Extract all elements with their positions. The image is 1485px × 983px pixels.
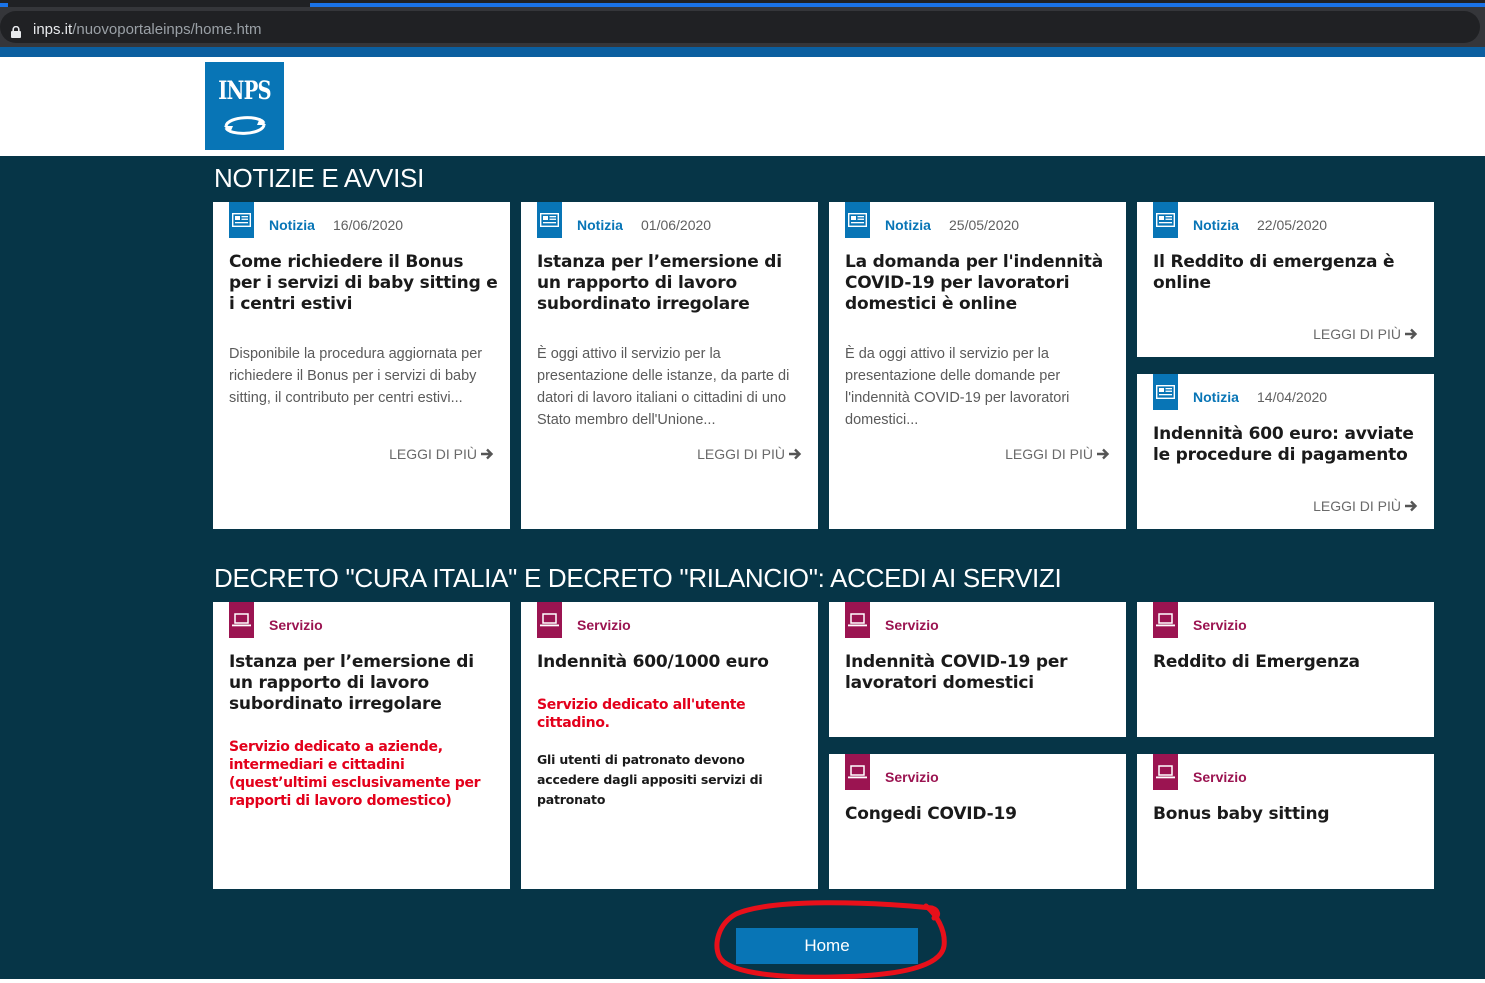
news-icon xyxy=(1153,202,1178,238)
home-button[interactable]: Home xyxy=(736,928,918,964)
service-alert-note: Servizio dedicato a aziende, intermediari e cittadini (quest’ultimi esclusivamente per rapporti di lavoro domestico) xyxy=(229,739,481,809)
news-title[interactable]: Come richiedere il Bonus per i servizi di baby sitting e i centri estivi xyxy=(229,252,498,314)
read-more-link[interactable] xyxy=(389,446,494,462)
news-title[interactable]: La domanda per l'indennità COVID-19 per lavoratori domestici è online xyxy=(845,252,1104,314)
service-card[interactable] xyxy=(1137,602,1434,737)
news-icon xyxy=(229,202,254,238)
news-card[interactable] xyxy=(829,202,1126,529)
news-card[interactable] xyxy=(521,202,818,529)
site-top-stripe xyxy=(0,47,1485,57)
news-tag: Notizia xyxy=(1193,389,1239,405)
news-icon xyxy=(537,202,562,238)
service-title[interactable]: Indennità 600/1000 euro xyxy=(537,652,769,672)
read-more-link[interactable] xyxy=(1313,498,1418,514)
news-tag: Notizia xyxy=(269,217,315,233)
news-date: 14/04/2020 xyxy=(1257,389,1328,405)
laptop-icon xyxy=(1153,754,1178,790)
read-more-label: LEGGI DI PIÙ xyxy=(389,446,477,462)
arrow-right-icon xyxy=(481,448,494,460)
page-bottom-edge xyxy=(0,979,1485,983)
laptop-icon xyxy=(845,754,870,790)
service-tag: Servizio xyxy=(885,617,939,633)
service-card[interactable] xyxy=(829,602,1126,737)
news-card[interactable] xyxy=(213,202,510,529)
service-tag: Servizio xyxy=(1193,769,1247,785)
service-title[interactable]: Bonus baby sitting xyxy=(1153,804,1330,824)
news-icon xyxy=(845,202,870,238)
news-title[interactable]: Istanza per l’emersione di un rapporto di lavoro subordinato irregolare xyxy=(537,252,782,314)
news-title[interactable]: Il Reddito di emergenza è online xyxy=(1153,252,1395,293)
read-more-link[interactable] xyxy=(1005,446,1110,462)
arrow-right-icon xyxy=(789,448,802,460)
lock-icon[interactable] xyxy=(11,26,21,38)
service-title[interactable]: Istanza per l’emersione di un rapporto di lavoro subordinato irregolare xyxy=(229,652,474,714)
services-section-title: DECRETO "CURA ITALIA" E DECRETO "RILANCIO": ACCEDI AI SERVIZI xyxy=(214,563,1062,593)
news-description: Disponibile la procedura aggiornata per richiedere il Bonus per i servizi di baby sitting, il contributo per centri estivi... xyxy=(229,346,483,406)
news-tag: Notizia xyxy=(885,217,931,233)
service-card[interactable] xyxy=(1137,754,1434,889)
read-more-label: LEGGI DI PIÙ xyxy=(1313,498,1401,514)
laptop-icon xyxy=(1153,602,1178,638)
service-tag: Servizio xyxy=(885,769,939,785)
news-date: 16/06/2020 xyxy=(333,217,404,233)
laptop-icon xyxy=(229,602,254,638)
arrow-right-icon xyxy=(1405,328,1418,340)
site-header xyxy=(0,57,1485,156)
logo-text: INPS xyxy=(218,76,271,105)
browser-tab-indicator xyxy=(0,0,1485,7)
service-title[interactable]: Congedi COVID-19 xyxy=(845,804,1017,824)
news-tag: Notizia xyxy=(1193,217,1239,233)
arrow-right-icon xyxy=(1405,500,1418,512)
browser-toolbar xyxy=(0,7,1485,47)
news-description: È da oggi attivo il servizio per la presentazione delle domande per l'indennità COVID-19 per lavoratori domestici... xyxy=(845,346,1070,428)
inps-logo[interactable] xyxy=(205,62,284,150)
url-path: /nuovoportaleinps/home.htm xyxy=(72,21,262,38)
news-date: 01/06/2020 xyxy=(641,217,712,233)
news-card[interactable] xyxy=(1137,202,1434,357)
service-tag: Servizio xyxy=(269,617,323,633)
read-more-label: LEGGI DI PIÙ xyxy=(1313,326,1401,342)
news-date: 22/05/2020 xyxy=(1257,217,1328,233)
laptop-icon xyxy=(537,602,562,638)
service-card[interactable] xyxy=(213,602,510,889)
address-bar[interactable] xyxy=(0,11,1480,43)
service-note: Gli utenti di patronato devono accedere dagli appositi servizi di patronato xyxy=(537,752,763,807)
service-card[interactable] xyxy=(521,602,818,889)
read-more-label: LEGGI DI PIÙ xyxy=(697,446,785,462)
service-title[interactable]: Indennità COVID-19 per lavoratori domestici xyxy=(845,652,1068,693)
read-more-link[interactable] xyxy=(697,446,802,462)
read-more-link[interactable] xyxy=(1313,326,1418,342)
read-more-label: LEGGI DI PIÙ xyxy=(1005,446,1093,462)
news-icon xyxy=(1153,374,1178,410)
news-card[interactable] xyxy=(1137,374,1434,529)
news-description: È oggi attivo il servizio per la presentazione delle istanze, da parte di datori di lavoro italiani o cittadini di uno Stato membro dell'Unione... xyxy=(537,346,790,428)
news-section-title: NOTIZIE E AVVISI xyxy=(214,163,424,193)
service-alert-note: Servizio dedicato all'utente cittadino. xyxy=(537,697,746,731)
laptop-icon xyxy=(845,602,870,638)
service-tag: Servizio xyxy=(577,617,631,633)
news-title[interactable]: Indennità 600 euro: avviate le procedure di pagamento xyxy=(1153,424,1414,465)
service-title[interactable]: Reddito di Emergenza xyxy=(1153,652,1360,672)
news-date: 25/05/2020 xyxy=(949,217,1020,233)
arrow-right-icon xyxy=(1097,448,1110,460)
logo-arrows-icon xyxy=(220,112,270,138)
url-text[interactable] xyxy=(33,21,261,38)
service-card[interactable] xyxy=(829,754,1126,889)
url-host: inps.it xyxy=(33,21,73,38)
service-tag: Servizio xyxy=(1193,617,1247,633)
news-tag: Notizia xyxy=(577,217,623,233)
